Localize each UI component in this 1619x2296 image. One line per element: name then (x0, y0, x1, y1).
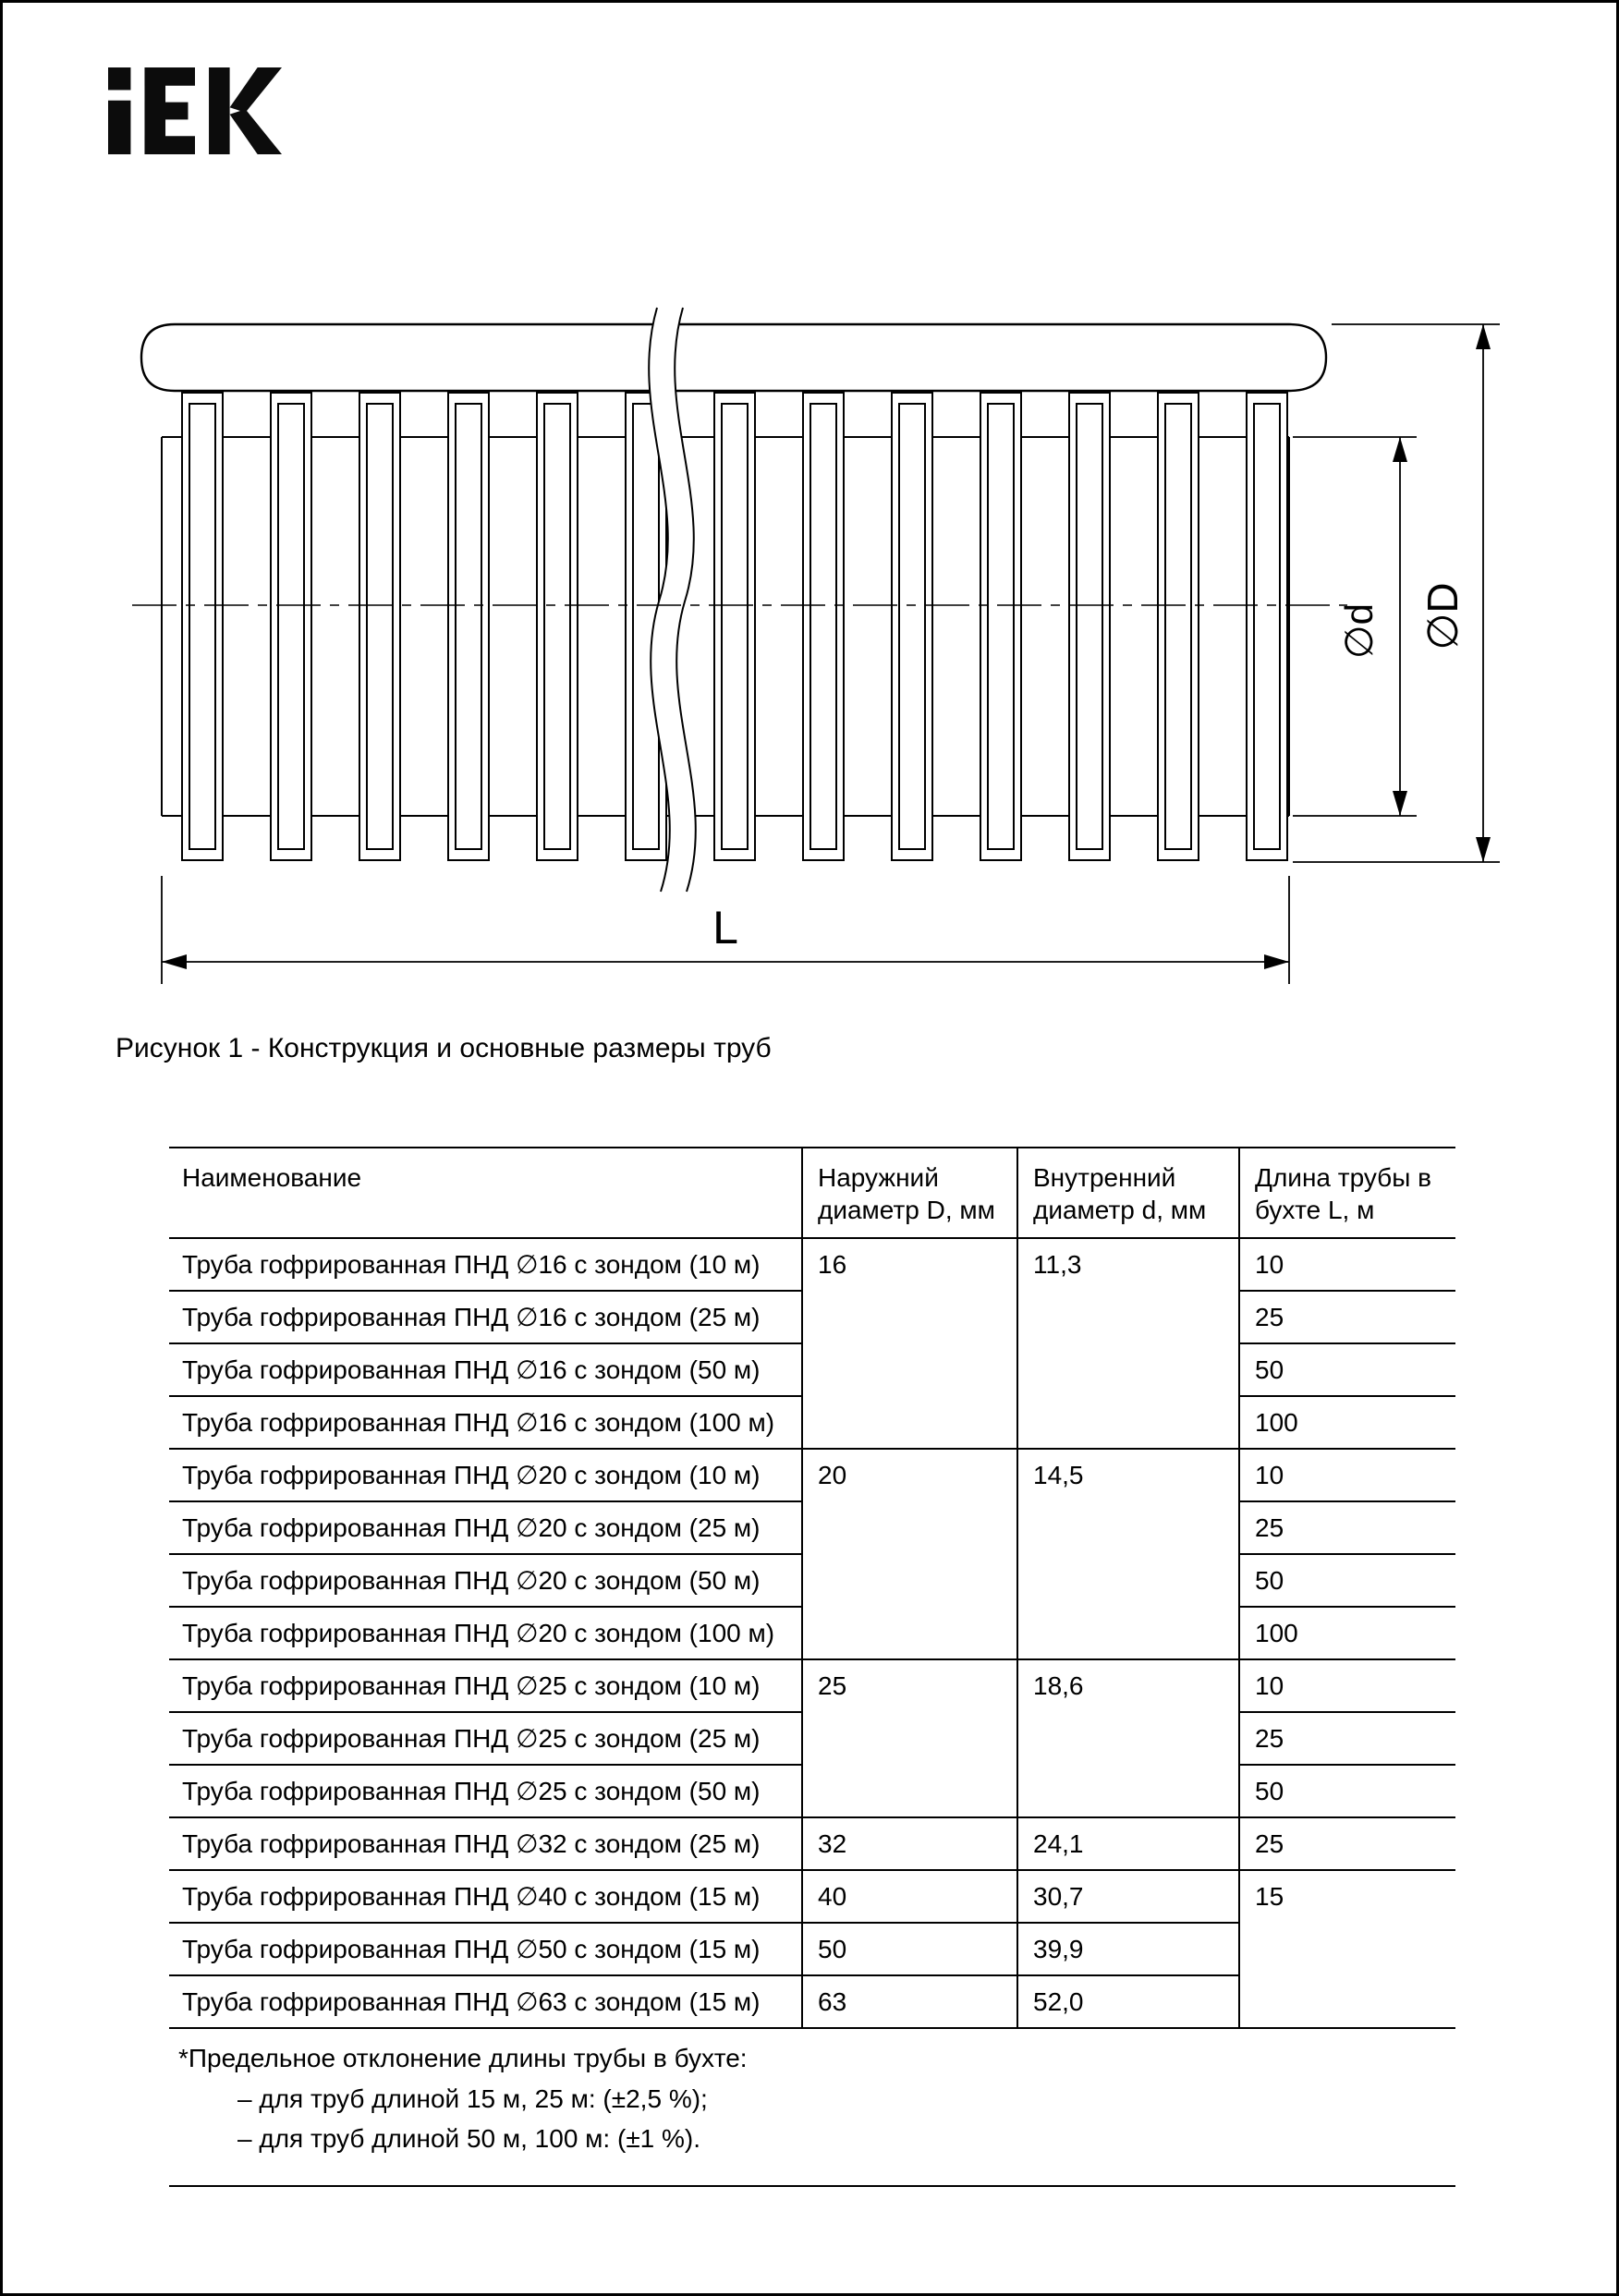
figure-caption: Рисунок 1 - Конструкция и основные размеры труб (116, 1033, 772, 1063)
footnote-line: *Предельное отклонение длины трубы в бухте: (178, 2044, 748, 2072)
inner-diameter-cell: 39,9 (1017, 1923, 1239, 1975)
product-name-cell: Труба гофрированная ПНД ∅20 с зондом (50 м) (169, 1554, 802, 1607)
table-row (169, 1238, 1455, 1291)
product-name-cell: Труба гофрированная ПНД ∅16 с зондом (100 м) (169, 1396, 802, 1449)
coil-length-cell: 50 (1239, 1343, 1455, 1396)
product-name-cell: Труба гофрированная ПНД ∅20 с зондом (25 м) (169, 1501, 802, 1554)
product-name-cell: Труба гофрированная ПНД ∅32 с зондом (25 м) (169, 1817, 802, 1870)
arrowhead (162, 954, 187, 969)
table-footnote (169, 2029, 1455, 2187)
arrowhead (1393, 791, 1407, 816)
coil-length-cell: 10 (1239, 1659, 1455, 1712)
coil-length-cell: 25 (1239, 1712, 1455, 1765)
product-name-cell: Труба гофрированная ПНД ∅16 с зондом (50 м) (169, 1343, 802, 1396)
pipe-spec-table (169, 1147, 1455, 2029)
pipe-dimension-drawing (58, 280, 1574, 1038)
arrowhead (1393, 437, 1407, 462)
product-name-cell: Труба гофрированная ПНД ∅25 с зондом (50 м) (169, 1765, 802, 1817)
col-header-inner-diameter: Внутренний диаметр d, мм (1017, 1148, 1239, 1238)
product-name-cell: Труба гофрированная ПНД ∅63 с зондом (15 м) (169, 1975, 802, 2028)
table-row (169, 1817, 1455, 1870)
iek-logo-graphic (106, 67, 284, 154)
product-name-cell: Труба гофрированная ПНД ∅25 с зондом (10 м) (169, 1659, 802, 1712)
inner-diameter-cell: 18,6 (1017, 1659, 1239, 1817)
col-header-name: Наименование (169, 1148, 802, 1238)
dimension-outer-diameter (1293, 324, 1500, 862)
outer-diameter-label: ∅D (1418, 582, 1467, 650)
coil-length-cell: 25 (1239, 1501, 1455, 1554)
spec-table-block (169, 1147, 1455, 2187)
table-row (169, 1659, 1455, 1712)
coil-length-cell: 15 (1239, 1870, 1455, 2028)
inner-diameter-label: ∅d (1337, 603, 1381, 659)
footnote-line: – для труб длиной 15 м, 25 м: (±2,5 %); (237, 2083, 708, 2113)
inner-diameter-cell: 30,7 (1017, 1870, 1239, 1923)
arrowhead (1264, 954, 1289, 969)
length-label: L (712, 902, 738, 954)
coil-length-cell: 100 (1239, 1607, 1455, 1659)
product-name-cell: Труба гофрированная ПНД ∅16 с зондом (25 м) (169, 1291, 802, 1343)
col-header-coil-length: Длина трубы в бухте L, м (1239, 1148, 1455, 1238)
outer-diameter-cell: 40 (802, 1870, 1017, 1923)
product-name-cell: Труба гофрированная ПНД ∅25 с зондом (25 м) (169, 1712, 802, 1765)
inner-diameter-cell: 11,3 (1017, 1238, 1239, 1449)
table-row (169, 1870, 1455, 1923)
coil-length-cell: 100 (1239, 1396, 1455, 1449)
outer-diameter-cell: 16 (802, 1238, 1017, 1449)
iek-logo (106, 67, 284, 154)
col-header-outer-diameter: Наружний диаметр D, мм (802, 1148, 1017, 1238)
product-name-cell: Труба гофрированная ПНД ∅16 с зондом (10 м) (169, 1238, 802, 1291)
outer-diameter-cell: 50 (802, 1923, 1017, 1975)
product-name-cell: Труба гофрированная ПНД ∅20 с зондом (100 м) (169, 1607, 802, 1659)
inner-diameter-cell: 24,1 (1017, 1817, 1239, 1870)
inner-diameter-cell: 14,5 (1017, 1449, 1239, 1659)
outer-diameter-cell: 32 (802, 1817, 1017, 1870)
coil-length-cell: 10 (1239, 1449, 1455, 1501)
inner-diameter-cell: 52,0 (1017, 1975, 1239, 2028)
table-header-row (169, 1148, 1455, 1238)
product-name-cell: Труба гофрированная ПНД ∅40 с зондом (15 м) (169, 1870, 802, 1923)
table-row (169, 1449, 1455, 1501)
footnote-line: – для труб длиной 50 м, 100 м: (±1 %). (237, 2124, 701, 2154)
outer-diameter-cell: 63 (802, 1975, 1017, 2028)
outer-diameter-cell: 20 (802, 1449, 1017, 1659)
outer-diameter-cell: 25 (802, 1659, 1017, 1817)
coil-length-cell: 25 (1239, 1817, 1455, 1870)
product-name-cell: Труба гофрированная ПНД ∅20 с зондом (10 м) (169, 1449, 802, 1501)
arrowhead (1476, 837, 1491, 862)
product-name-cell: Труба гофрированная ПНД ∅50 с зондом (15 м) (169, 1923, 802, 1975)
arrowhead (1476, 324, 1491, 349)
iek-logo-text (106, 154, 107, 155)
coil-length-cell: 50 (1239, 1554, 1455, 1607)
coil-length-cell: 25 (1239, 1291, 1455, 1343)
coil-length-cell: 10 (1239, 1238, 1455, 1291)
coil-length-cell: 50 (1239, 1765, 1455, 1817)
